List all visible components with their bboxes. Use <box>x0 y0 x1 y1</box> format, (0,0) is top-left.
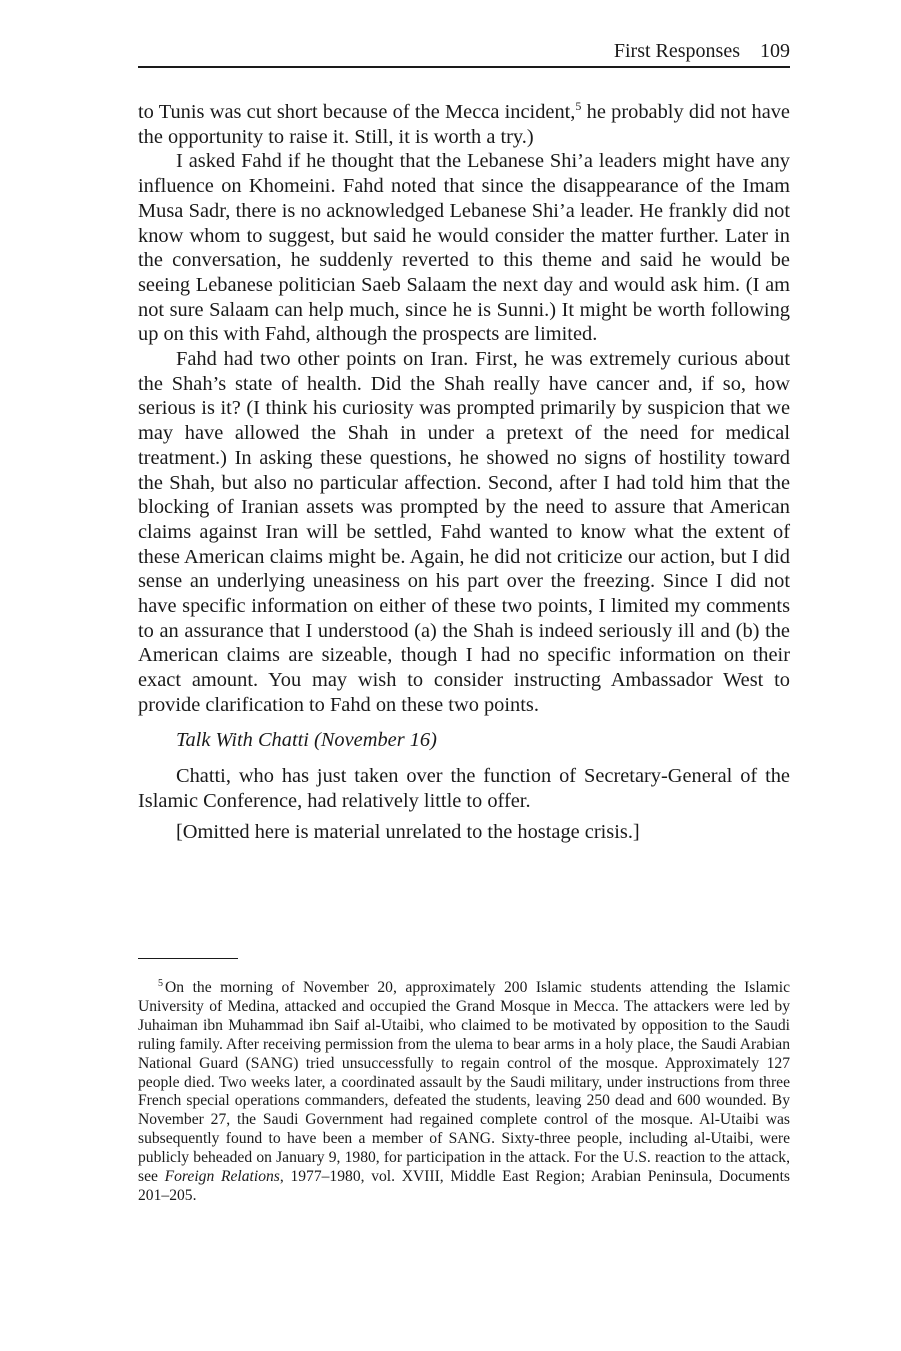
running-header-title: First Responses <box>613 40 740 62</box>
paragraph-continued <box>138 100 790 149</box>
paragraph-lebanese-shia: I asked Fahd if he thought that the Lebanese Shi’a leaders might have any influence on Khomeini. Fahd noted that since the disappearance of the Imam Musa Sadr, there is no acknowledged Lebanese Shi’a leader. He frankly did not know whom to suggest, but said he would consider the matter further. Later in the conversation, he suddenly reverted to this theme and said he would be seeing Lebanese politician Saeb Salaam the next day and would ask him. (I am not sure Salaam can help much, since he is Sunni.) It might be worth following up on this with Fahd, although the prospects are limited. <box>138 150 790 346</box>
paragraph-continued-text-b: he probably did not have the opportunity to raise it. Still, it is worth a try.) <box>138 101 790 148</box>
paragraph-continued-text-a: to Tunis was cut short because of the Mecca incident, <box>138 101 576 123</box>
footnote-reference: 5 <box>575 99 582 114</box>
footnote-text-b: , 1977–1980, vol. XVIII, Middle East Region; Arabian Peninsula, Documents 201–205. <box>138 1168 791 1204</box>
footnote-text-a: On the morning of November 20, approximately 200 Islamic students attending the Islamic University of Medina, attacked and occupied the Grand Mosque in Mecca. The attackers were led by Juhaiman ibn Muhammad ibn Saif al-Utaibi, who claimed to be motivated by opposition to the Saudi ruling family. After receiving permission from the ulema to bear arms in a holy place, the Saudi Arabian National Guard (SANG) tried unsuccessfully to regain control of the mosque. Approximately 127 people died. Two weeks later, a coordinated assault by the Saudi military, under instructions from three French special operations commanders, defeated the students, leaving 250 dead and 600 wounded. By November 27, the Saudi Government had regained complete control of the mosque. Al-Utaibi was subsequently found to have been a member of SANG. Sixty-three people, including al-Utaibi, were publicly beheaded on January 9, 1980, for participation in the attack. For the U.S. reaction to the attack, see <box>138 979 790 1186</box>
running-header <box>138 38 790 68</box>
footnote-mark: 5 <box>158 977 163 989</box>
section-heading: Talk With Chatti (November 16) <box>176 728 437 751</box>
paragraph-omitted-note: [Omitted here is material unrelated to the hostage crisis.] <box>176 820 640 843</box>
footnote-divider <box>138 958 238 959</box>
footnote <box>138 979 790 1206</box>
footnote-citation-title: Foreign Relations <box>164 1168 280 1186</box>
body-text <box>138 100 790 844</box>
paragraph-chatti: Chatti, who has just taken over the function of Secretary-General of the Islamic Conference, had relatively little to offer. <box>138 765 790 812</box>
paragraph-fahd-iran-points: Fahd had two other points on Iran. First, he was extremely curious about the Shah’s state of health. Did the Shah really have cancer and, if so, how serious is it? (I think his curiosity was prompted primarily by suspicion that we may have allowed the Shah in under a pretext of the need for medical treatment.) In asking these questions, he showed no signs of hostility toward the Shah, but also no particular affection. Second, after I had told him that the blocking of Iranian assets was prompted by the need to assure that American claims against Iran will be settled, Fahd wanted to know what the extent of these American claims might be. Again, he did not criticize our action, but I did sense an underlying uneasiness on his part over the freezing. Since I did not have specific information on either of these two points, I limited my comments to an assurance that I understood (a) the Shah is indeed seriously ill and (b) the American claims are sizeable, though I had no specific information on their exact amount. You may wish to consider instructing Ambassador West to provide clarification to Fahd on these two points. <box>138 348 790 716</box>
page-number: 109 <box>760 40 790 62</box>
